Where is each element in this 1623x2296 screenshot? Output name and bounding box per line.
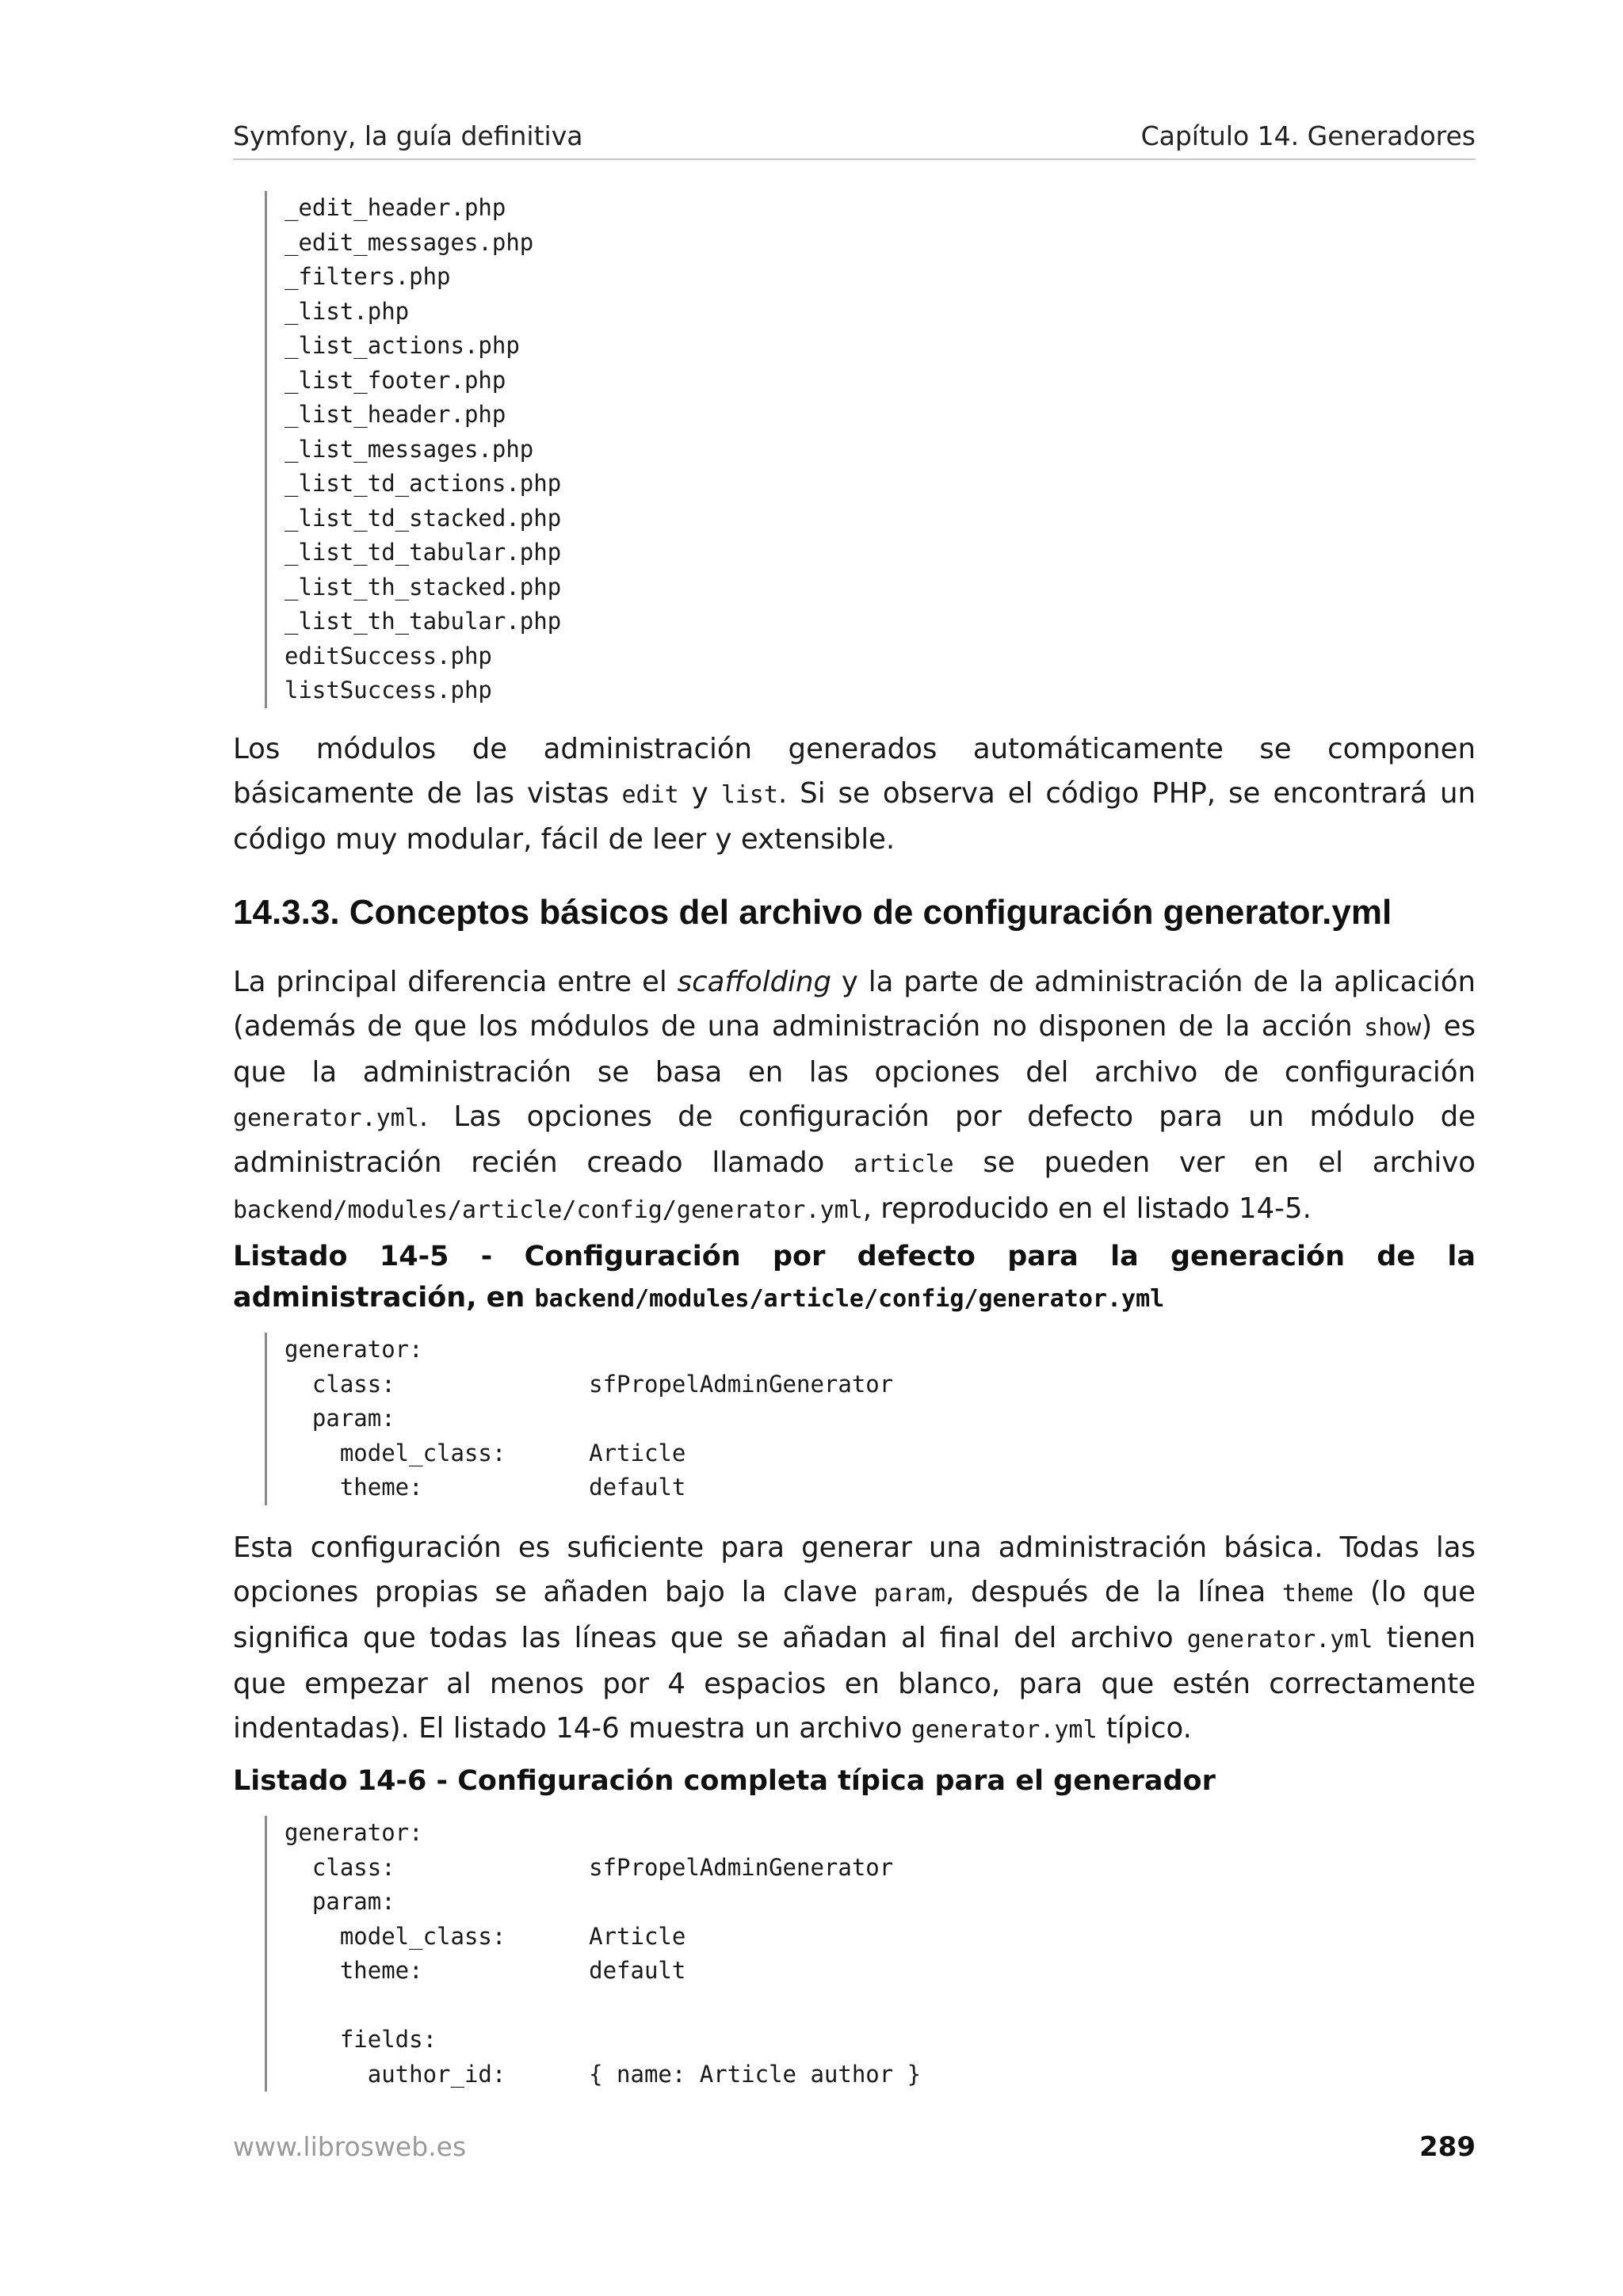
- file-listing-line: _list_messages.php: [285, 435, 534, 463]
- page-number: 289: [1419, 2131, 1476, 2163]
- chapter-title: Capítulo 14. Generadores: [1140, 120, 1476, 151]
- file-listing-line: _list_th_stacked.php: [285, 573, 562, 601]
- file-listing-line: _list_td_actions.php: [285, 470, 562, 497]
- listing-14-5-caption: Listado 14-5 - Configuración por defecto para la generación de la administración, en backend/modules/article/config/generator.yml: [233, 1241, 1476, 1314]
- file-listing-line: _list_footer.php: [285, 366, 506, 394]
- paragraph-param-explanation: Esta configuración es suficiente para generar una administración básica. Todas las opciones propias se añaden bajo la clave param, después de la línea theme (lo que significa que todas las líneas que se añadan al final del archivo generator.yml tienen que empezar al menos por 4 espacios en blanco, para que estén correctamente indentadas). El listado 14-6 muestra un archivo generator.yml típico.: [233, 1531, 1476, 1745]
- file-listing-line: _filters.php: [285, 263, 451, 290]
- file-listing-line: _list.php: [285, 297, 410, 325]
- listing-14-6-code: generator: class: sfPropelAdminGenerator param: model_class: Article theme: default fields: author_id: { name: Article author }: [265, 1816, 921, 2092]
- file-listing-line: editSuccess.php: [285, 642, 492, 669]
- paragraph-generator-intro: La principal diferencia entre el scaffolding y la parte de administración de la aplicación (además de que los módulos de una administración no disponen de la acción show) es que la administración se basa en las opciones del archivo de configuración generator.yml. Las opciones de configuración por defecto para un módulo de administración recién creado llamado article se pueden ver en el archivo backend/modules/article/config/generator.yml, reproducido en el listado 14-5.: [233, 966, 1476, 1225]
- book-title: Symfony, la guía definitiva: [233, 120, 583, 151]
- file-listing-line: _edit_messages.php: [285, 228, 534, 256]
- page-footer: [233, 2131, 1476, 2169]
- listing-14-6-caption: Listado 14-6 - Configuración completa típica para el generador: [233, 1765, 1216, 1797]
- section-heading: 14.3.3. Conceptos básicos del archivo de configuración generator.yml: [233, 893, 1392, 932]
- paragraph-views: Los módulos de administración generados automáticamente se componen básicamente de las vistas edit y list. Si se observa el código PHP, se encontrará un código muy modular, fácil de leer y extensible.: [233, 733, 1476, 856]
- running-header: [233, 119, 1476, 160]
- listing-14-5-code: generator: class: sfPropelAdminGenerator param: model_class: Article theme: default: [265, 1333, 893, 1505]
- file-listing-line: _list_header.php: [285, 401, 506, 428]
- file-listing-line: _list_td_tabular.php: [285, 539, 562, 566]
- file-listing-code-block: [265, 191, 561, 708]
- file-listing-line: _edit_header.php: [285, 194, 506, 221]
- file-listing-line: _list_actions.php: [285, 332, 520, 359]
- file-listing-line: listSuccess.php: [285, 677, 492, 704]
- file-listing-line: _list_th_tabular.php: [285, 608, 562, 635]
- file-listing-line: _list_td_stacked.php: [285, 504, 562, 532]
- site-url: www.librosweb.es: [233, 2131, 467, 2162]
